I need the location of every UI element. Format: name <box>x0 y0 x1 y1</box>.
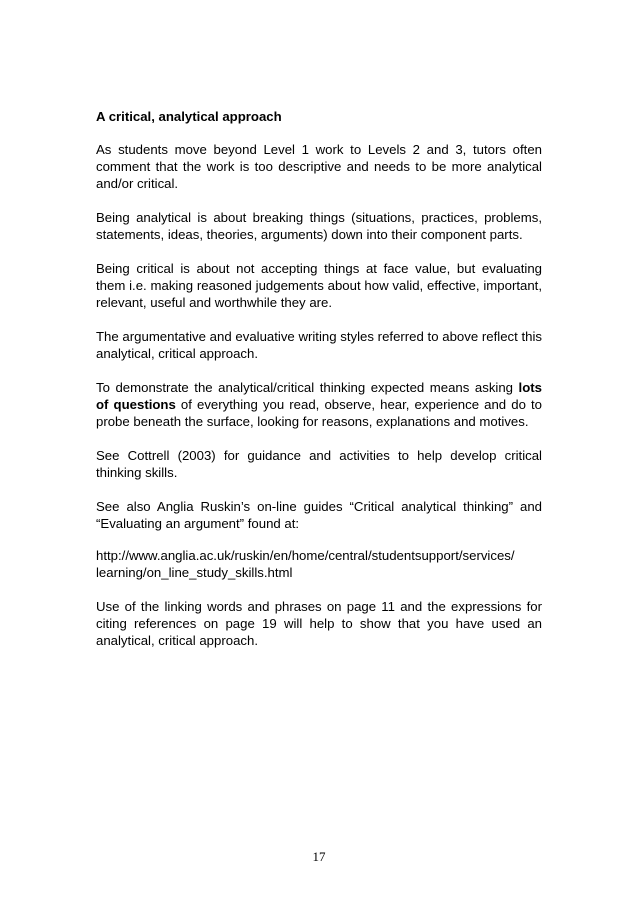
paragraph-asking-questions <box>96 379 542 430</box>
section-heading: A critical, analytical approach <box>96 109 282 124</box>
emphasis-lots-of-questions: lots of questions <box>96 380 542 412</box>
paragraph-asking-questions-end: of everything you read, observe, hear, experience and do to probe beneath the surface, looking for reasons, explanations and motives. <box>96 397 542 429</box>
paragraph-being-analytical: Being analytical is about breaking things (situations, practices, problems, statements, ideas, theories, arguments) down into their component parts. <box>96 210 542 242</box>
paragraph-cottrell-reference: See Cottrell (2003) for guidance and activities to help develop critical thinking skills. <box>96 448 542 480</box>
paragraph-online-guides: See also Anglia Ruskin’s on-line guides “Critical analytical thinking” and “Evaluating an argument” found at: <box>96 499 542 531</box>
page-content <box>96 108 542 666</box>
guides-url-line-2: learning/on_line_study_skills.html <box>96 565 293 580</box>
paragraph-linking-words: Use of the linking words and phrases on page 11 and the expressions for citing references on page 19 will help to show that you have used an analytical, critical approach. <box>96 599 542 648</box>
paragraph-level-progression: As students move beyond Level 1 work to Levels 2 and 3, tutors often comment that the work is too descriptive and needs to be more analytical and/or critical. <box>96 142 542 191</box>
paragraph-writing-styles: The argumentative and evaluative writing styles referred to above reflect this analytical, critical approach. <box>96 329 542 361</box>
paragraph-being-critical: Being critical is about not accepting things at face value, but evaluating them i.e. making reasoned judgements about how valid, effective, important, relevant, useful and worthwhile they are. <box>96 261 542 310</box>
paragraph-asking-questions-start: To demonstrate the analytical/critical thinking expected means asking <box>96 380 519 395</box>
page-number: 17 <box>312 849 326 864</box>
guides-url-line-1: http://www.anglia.ac.uk/ruskin/en/home/central/studentsupport/services/ <box>96 548 515 563</box>
guides-url <box>96 547 542 581</box>
